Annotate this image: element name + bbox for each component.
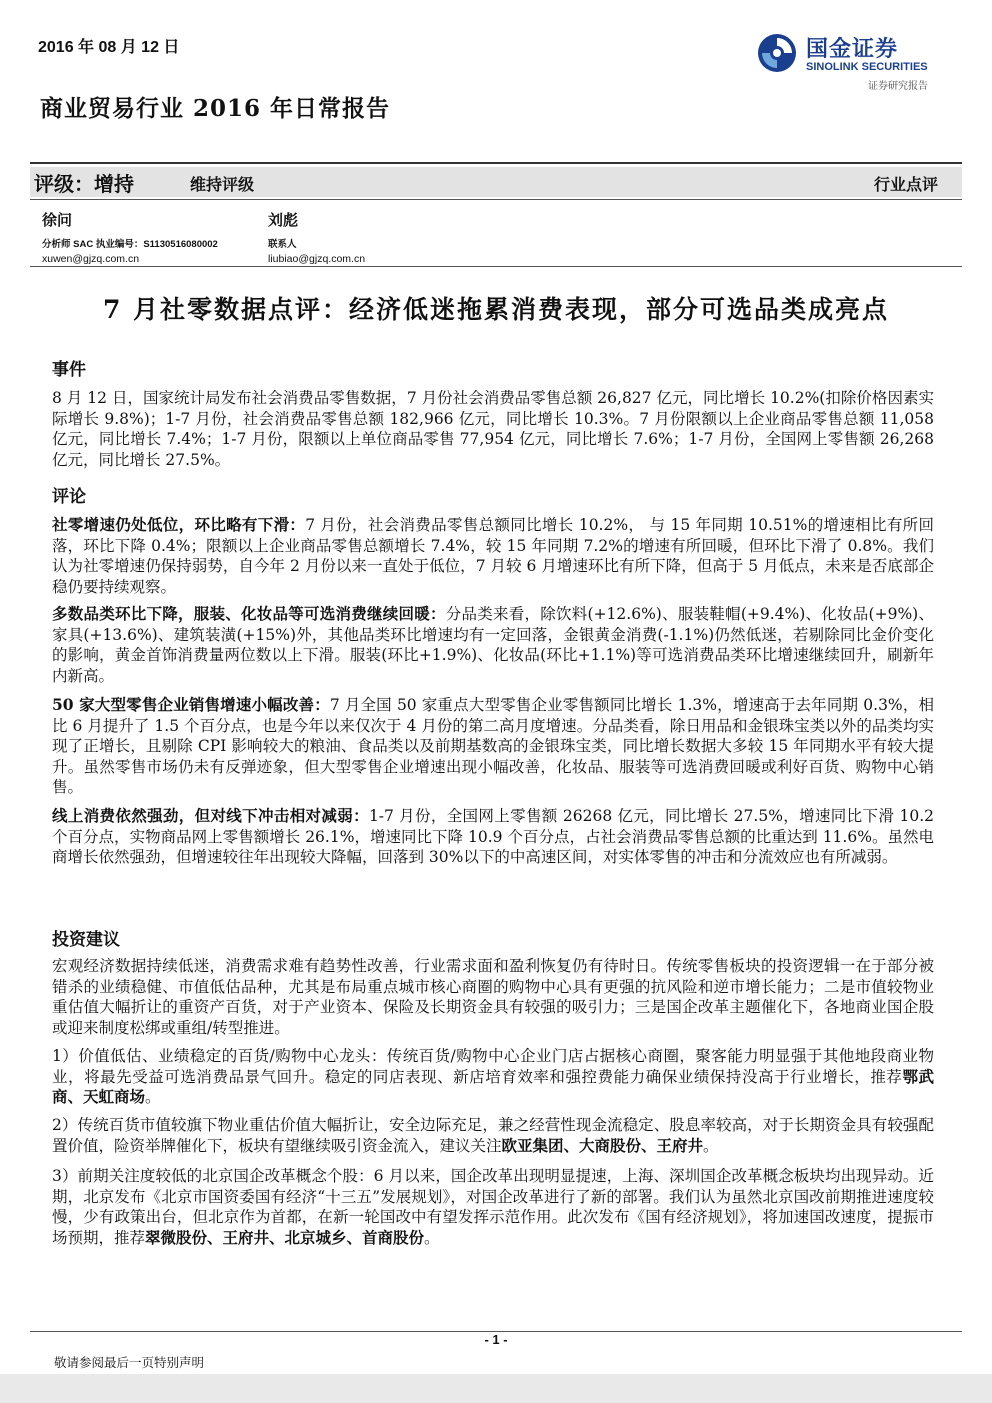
report-title: 商业贸易行业 2016 年日常报告 [40, 95, 391, 122]
analyst-name: 徐问 [42, 211, 73, 229]
advice-end: 。 [145, 1088, 161, 1107]
analyst-divider [30, 266, 962, 267]
advice-text: 1）价值低估、业绩稳定的百货/购物中心龙头：传统百货/购物中心企业门店占据核心商圈，聚客能力明显强于其他地段商业物业，将最先受益可选消费品景气回升。稳定的同店表现、新店培育效率和强控费能力确保业绩保持没高于行业增长，推荐 [52, 1047, 934, 1086]
paragraph-lead: 多数品类环比下降，服装、化妆品等可选消费继续回暖： [52, 604, 446, 623]
paragraph-text: 1-7 月份，全国网上零售额 26268 亿元，同比增长 27.5%，增速同比下滑 10.2 个百分点，实物商品网上零售额增长 26.1%，增速同比下降 10.9 个百分点，占社会消费品零售总额的比重达到 11.6%。虽然电商增长依然强劲，但增速较往年出现较大降幅，回落到 30%以下的中高速区间，对实体零售的冲击和分流效应也有所减弱。 [52, 807, 934, 867]
logo-name-en: SINOLINK SECURITIES [806, 61, 928, 73]
advice-end: 。 [424, 1228, 440, 1247]
section-title-advice: 投资建议 [52, 930, 120, 950]
comment-paragraph [52, 604, 934, 686]
paragraph-lead: 线上消费依然强劲，但对线下冲击相对减弱： [52, 806, 369, 825]
report-date: 2016 年 08 月 12 日 [38, 39, 180, 56]
comment-paragraph [52, 515, 934, 597]
rating-note: 维持评级 [190, 175, 255, 194]
comment-paragraph [52, 806, 934, 868]
analyst-email: xuwen@gjzq.com.cn [42, 253, 140, 265]
footer-bar [0, 1374, 992, 1403]
stock-picks: 鄂武商、天虹商场 [52, 1066, 934, 1107]
disclaimer: 敬请参阅最后一页特别声明 [54, 1355, 205, 1370]
advice-intro: 宏观经济数据持续低迷，消费需求难有趋势性改善，行业需求面和盈利恢复仍有待时日。传统零售板块的投资逻辑一在于部分被错杀的业绩稳健、市值低估品种，尤其是布局重点城市核心商圈的购物中心具有更强的抗风险和逆市增长能力；二是市值较物业重估值大幅折让的重资产百货，对于产业资本、保险及长期资金具有较强的吸引力；三是国企改革主题催化下，各地商业国企股或迎来制度松绑或重组/转型推进。 [52, 957, 934, 1037]
company-logo [756, 30, 946, 90]
advice-text: 2）传统百货市值较旗下物业重估价值大幅折让，安全边际充足，兼之经营性现金流稳定、股息率较高，对于长期资金具有较强配置价值，险资举牌催化下，板块有望继续吸引资金流入，建议关注 [52, 1116, 934, 1155]
page-number: - 1 - [484, 1332, 508, 1347]
contact-card [268, 209, 365, 265]
contact-email: liubiao@gjzq.com.cn [268, 253, 366, 265]
headline: 7 月社零数据点评：经济低迷拖累消费表现，部分可选品类成亮点 [102, 295, 890, 324]
advice-item [52, 1166, 934, 1248]
sinolink-logo-icon [756, 32, 798, 74]
advice-item [52, 1046, 934, 1108]
rating-label: 评级：增持 [34, 172, 134, 196]
comment-paragraph [52, 695, 934, 798]
section-title-event: 事件 [52, 360, 86, 380]
stock-picks: 翠微股份、王府井、北京城乡、首商股份 [145, 1227, 425, 1247]
stock-picks: 欧亚集团、大商股份、王府井 [501, 1135, 704, 1155]
paragraph-lead: 社零增速仍处低位，环比略有下滑： [52, 515, 306, 534]
header-divider [30, 162, 962, 164]
section-title-comment: 评论 [52, 487, 86, 507]
analyst-role: 分析师 SAC 执业编号：S1130516080002 [42, 239, 218, 250]
paragraph-text: 7 月全国 50 家重点大型零售企业零售额同比增长 1.3%，增速高于去年同期 0.3%，相比 6 月提升了 1.5 个百分点，也是今年以来仅次于 4 月份的第二高月度增速。分品类看，除日用品和金银珠宝类以外的品类均实现了正增长，且剔除 CPI 影响较大的粮油、食品类以及前期基数高的金银珠宝类，同比增长数据大多较 15 年同期水平有较大提升。虽然零售市场仍未有反弹迹象，但大型零售企业增速出现小幅改善，化妆品、服装等可选消费回暖或利好百货、购物中心销售。 [52, 696, 934, 797]
rating-divider [30, 199, 962, 200]
contact-name: 刘彪 [268, 211, 299, 229]
advice-text: 3）前期关注度较低的北京国企改革概念个股：6 月以来，国企改革出现明显提速，上海、深圳国企改革概念板块均出现异动。近期，北京发布《北京市国资委国有经济“十三五”发展规划》，对国企改革进行了新的部署。我们认为虽然北京国改前期推进速度较慢，少有政策出台，但北京作为首都，在新一轮国改中有望发挥示范作用。此次发布《国有经济规划》，将加速国改速度，提振市场预期，推荐 [52, 1167, 934, 1247]
paragraph-text: 分品类来看，除饮料(+12.6%)、服装鞋帽(+9.4%)、化妆品(+9%)、家具(+13.6%)、建筑装潢(+15%)外，其他品类环比增速均有一定回落，金银黄金消费(-1.1%)仍然低迷，若剔除同比金价变化的影响，黄金首饰消费量两位数以上下滑。服装(环比+1.9%)、化妆品(环比+1.1%)等可选消费品类环比增速继续回升，刷新年内新高。 [52, 605, 934, 685]
advice-item [52, 1115, 934, 1156]
analyst-card [42, 209, 218, 265]
paragraph-lead: 50 家大型零售企业销售增速小幅改善： [52, 695, 330, 714]
contact-role: 联系人 [268, 239, 297, 250]
rating-band [30, 167, 962, 197]
paragraph-text: 7 月份，社会消费品零售总额同比增长 10.2%， 与 15 年同期 10.51%的增速相比有所回落，环比下降 0.4%；限额以上企业商品零售总额增长 7.4%，较 15 年同期 7.2%的增速有所回暖，但环比下滑了 0.8%。我们认为社零增速仍保持弱势，自今年 2 月份以来一直处于低位，7 月较 6 月增速环比有所下降，但高于 5 月低点，未来是否底部企稳仍要持续观察。 [52, 516, 934, 596]
report-type: 行业点评 [873, 175, 938, 194]
advice-end: 。 [703, 1136, 719, 1155]
logo-name-cn: 国金证券 [806, 37, 899, 62]
event-paragraph: 8 月 12 日，国家统计局发布社会消费品零售数据，7 月份社会消费品零售总额 26,827 亿元，同比增长 10.2%(扣除价格因素实际增长 9.8%)；1-7 月份，社会消费品零售总额 182,966 亿元，同比增长 10.3%。7 月份限额以上企业商品零售总额 11,058 亿元，同比增长 7.4%；1-7 月份，限额以上单位商品零售 77,954 亿元，同比增长 7.6%；1-7 月份，全国网上零售额 26,268 亿元，同比增长 27.5%。 [52, 389, 934, 469]
logo-subtitle: 证券研究报告 [868, 81, 928, 92]
